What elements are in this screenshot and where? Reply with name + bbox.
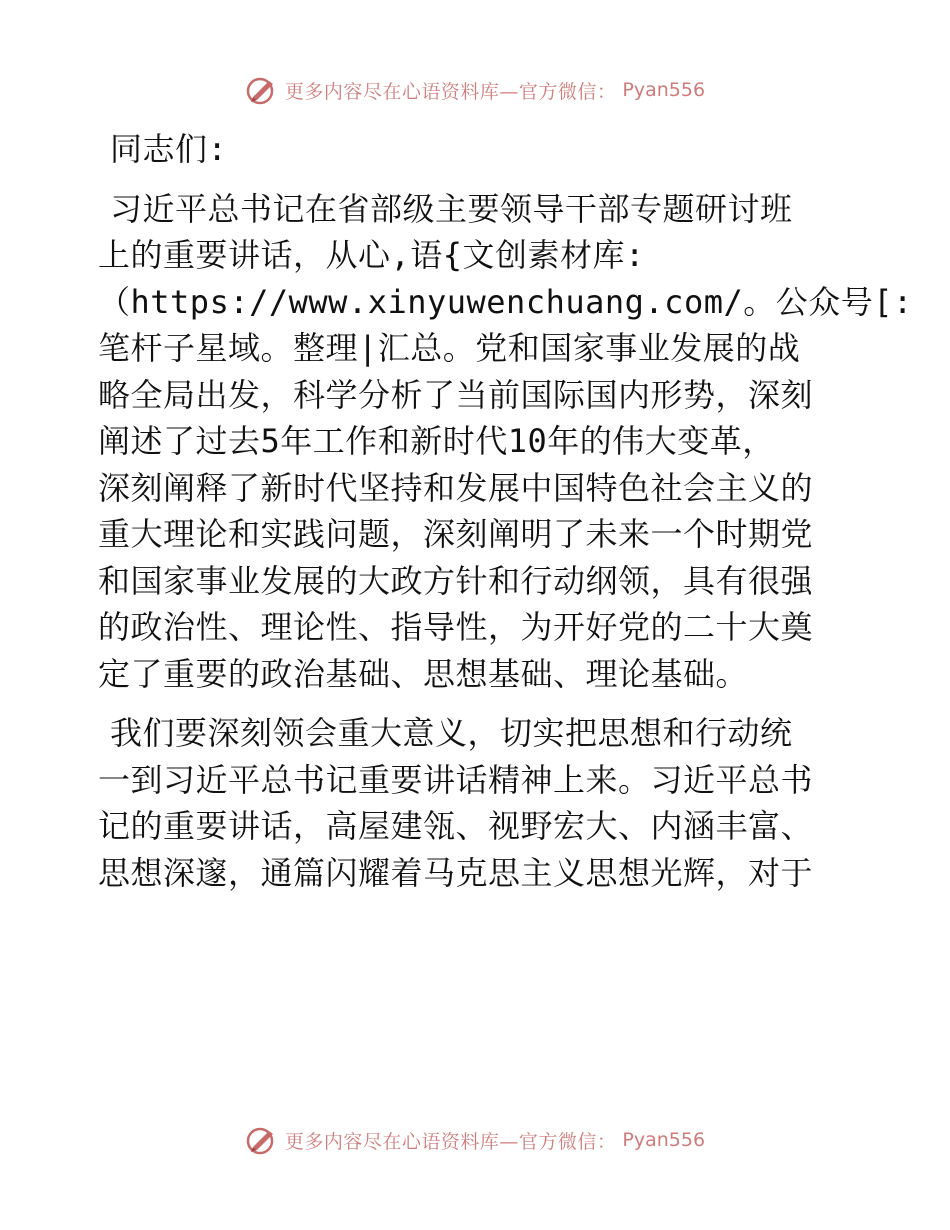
footer-watermark [0, 1122, 950, 1158]
text-line: 笔杆子星域。整理|汇总。党和国家事业发展的战 [98, 329, 801, 367]
text-line: 思想深邃，通篇闪耀着马克思主义思想光辉，对于 [98, 853, 814, 892]
paragraph-1 [98, 186, 913, 698]
watermark-text: 更多内容尽在心语资料库—官方微信： [284, 80, 617, 103]
text-line: 阐述了过去5年工作和新时代10年的伟大变革， [98, 422, 775, 460]
text-line: 深刻阐释了新时代坚持和发展中国特色社会主义的 [98, 468, 814, 507]
text-line: 略全局出发，科学分析了当前国际国内形势，深刻 [98, 375, 814, 414]
document-body [98, 126, 913, 896]
text-line: 一到习近平总书记重要讲话精神上来。习近平总书 [98, 760, 814, 799]
text-line: 定了重要的政治基础、思想基础、理论基础。 [98, 654, 749, 693]
paragraph-2 [98, 710, 858, 896]
header-watermark [0, 72, 950, 108]
pen-logo-icon [245, 75, 279, 105]
text-line: 习近平总书记在省部级主要领导干部专题研讨班 [110, 189, 793, 228]
text-line: 和国家事业发展的大政方针和行动纲领，具有很强 [98, 561, 814, 600]
pen-logo-icon [245, 1125, 279, 1155]
text-line: （https://www.xinyuwenchuang.com/。公众号[: [98, 282, 913, 321]
salutation: 同志们: [110, 130, 228, 168]
text-line: 的政治性、理论性、指导性，为开好党的二十大奠 [98, 608, 814, 646]
text-line: 记的重要讲话，高屋建瓴、视野宏大、内涵丰富、 [98, 807, 814, 845]
text-line: 上的重要讲话，从心,语{文创素材库: [98, 236, 645, 274]
text-line: 我们要深刻领会重大意义，切实把思想和行动统 [110, 714, 793, 752]
watermark-id: Pyan556 [622, 1129, 706, 1151]
watermark-text: 更多内容尽在心语资料库—官方微信： [284, 1130, 617, 1153]
watermark-id: Pyan556 [622, 79, 706, 101]
text-line: 重大理论和实践问题，深刻阐明了未来一个时期党 [98, 515, 814, 553]
